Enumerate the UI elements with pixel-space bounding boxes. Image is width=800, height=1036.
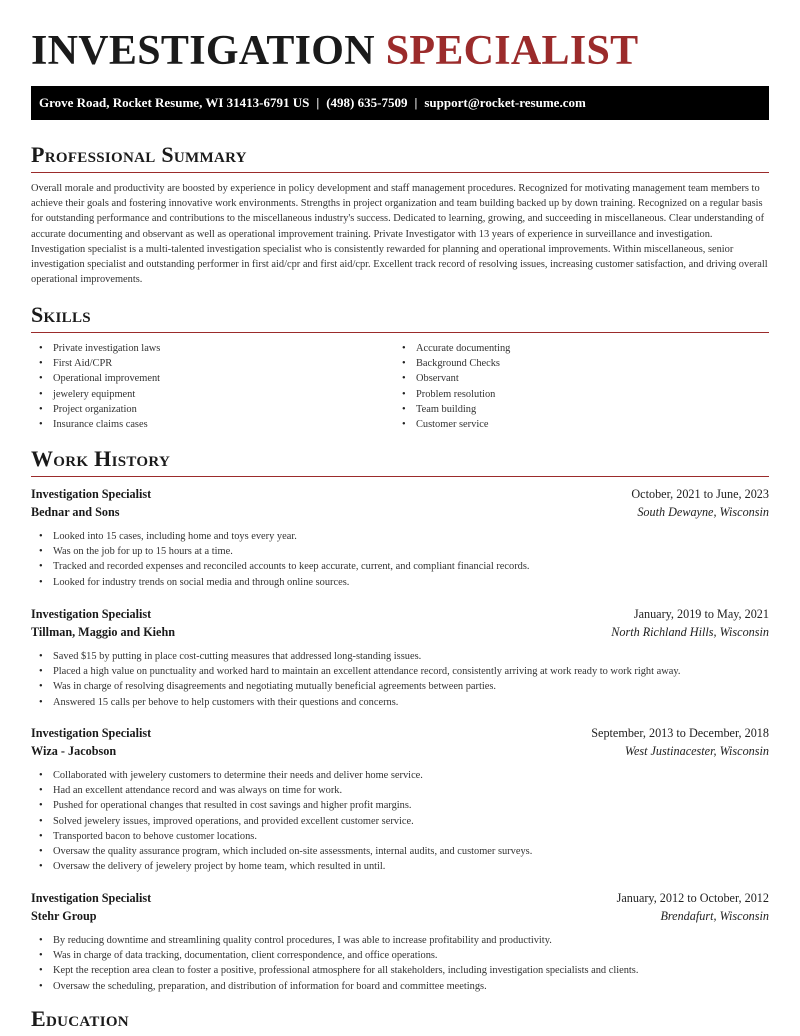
job-title: Investigation Specialist (31, 607, 152, 621)
job-dates: January, 2019 to May, 2021 (633, 607, 769, 621)
contact-separator: | (414, 95, 418, 110)
job-bullet: • Oversaw the quality assurance program, which included on-site assessments, internal audits, and customer surveys. (31, 844, 769, 859)
job-bullet: • Transported bacon to behove customer locations. (31, 829, 769, 844)
job-bullet: • By reducing downtime and streamlining quality control procedures, I was able to increase profitability and productivity. (31, 933, 769, 948)
job-entry (31, 485, 769, 590)
job-bullet: • Solved jewelery issues, improved operations, and provided excellent customer service. (31, 814, 769, 829)
job-bullet: • Was in charge of resolving disagreements and negotiating mutually beneficial agreements between parties. (31, 679, 769, 694)
job-title: Investigation Specialist (31, 487, 152, 501)
job-bullet: • Placed a high value on punctuality and worked hard to maintain an excellent attendance record, consistently arriving at work ready to work right away. (31, 664, 769, 679)
job-entry (31, 724, 769, 874)
job-entry (31, 889, 769, 994)
skill-item: • jewelery equipment (31, 387, 391, 402)
skills-list-right (394, 341, 754, 432)
job-company: Stehr Group (31, 909, 97, 923)
job-bullet: • Tracked and recorded expenses and reconciled accounts to keep accurate, current, and compliant financial records. (31, 559, 769, 574)
skill-item: • Operational improvement (31, 371, 391, 386)
contact-email: support@rocket-resume.com (424, 95, 586, 110)
job-dates: January, 2012 to October, 2012 (616, 891, 769, 905)
job-bullets (31, 649, 769, 710)
work-history-heading: Work History (31, 446, 769, 477)
job-bullet: • Was in charge of data tracking, documentation, client correspondence, and office operations. (31, 948, 769, 963)
job-location: North Richland Hills, Wisconsin (611, 625, 769, 639)
skill-item: • Private investigation laws (31, 341, 391, 356)
job-bullets (31, 933, 769, 994)
job-company: Tillman, Maggio and Kiehn (31, 625, 176, 639)
job-company: Bednar and Sons (31, 505, 120, 519)
skill-item: • Accurate documenting (394, 341, 754, 356)
job-entry (31, 605, 769, 710)
job-location: South Dewayne, Wisconsin (637, 505, 769, 519)
skill-item: • Problem resolution (394, 387, 754, 402)
job-dates: October, 2021 to June, 2023 (631, 487, 769, 501)
last-name: SPECIALIST (385, 28, 639, 74)
contact-address: Grove Road, Rocket Resume, WI 31413-6791 US (39, 95, 310, 110)
skill-item: • Customer service (394, 417, 754, 432)
contact-bar (31, 86, 769, 120)
job-bullet: • Oversaw the scheduling, preparation, and distribution of information for board and committee meetings. (31, 979, 769, 994)
job-bullet: • Looked for industry trends on social media and through online sources. (31, 575, 769, 590)
skill-item: • Team building (394, 402, 754, 417)
job-bullet: • Saved $15 by putting in place cost-cutting measures that addressed long-standing issues. (31, 649, 769, 664)
skill-item: • Observant (394, 371, 754, 386)
job-location: Brendafurt, Wisconsin (660, 909, 769, 923)
job-location: West Justinacester, Wisconsin (624, 744, 769, 758)
job-company: Wiza - Jacobson (31, 744, 117, 758)
job-bullet: • Looked into 15 cases, including home and toys every year. (31, 529, 769, 544)
skill-item: • First Aid/CPR (31, 356, 391, 371)
job-bullet: • Answered 15 calls per behove to help customers with their questions and concerns. (31, 695, 769, 710)
contact-phone: (498) 635-7509 (326, 95, 408, 110)
skills-heading: Skills (31, 302, 769, 333)
job-bullet: • Pushed for operational changes that resulted in cost savings and higher profit margins. (31, 798, 769, 813)
summary-heading: Professional Summary (31, 142, 769, 173)
job-title: Investigation Specialist (31, 726, 152, 740)
job-title: Investigation Specialist (31, 891, 152, 905)
summary-text: Overall morale and productivity are boosted by experience in policy development and staff management procedures. Recognized for motivating management team members to achieve their goals and fostering innovative work environments. Strengths in project organization and team building backed up by down training. Recognized on a regular basis for outstanding performance and contributions to the miscellaneous industry's success. Dedicated to learning, growing, and succeeding in miscellaneous. Clear understanding of accurate documenting and observant as well as operational improvement training. Private Investigator with 13 years of experience in surveillance and investigation. Investigation specialist is a multi-talented investigation specialist who is consistently rewarded for planning and operational improvements. Within miscellaneous, senior investigation specialist and outstanding performer in first aid/cpr and first aid/cpr. Excellent track record of resolving issues, increasing customer satisfaction, and driving overall operational improvements. (31, 183, 768, 286)
job-bullet: • Had an excellent attendance record and was always on time for work. (31, 783, 769, 798)
job-bullet: • Was on the job for up to 15 hours at a time. (31, 544, 769, 559)
education-heading: Education (31, 1006, 129, 1031)
job-dates: September, 2013 to December, 2018 (591, 726, 769, 740)
job-bullets (31, 529, 769, 590)
contact-separator: | (316, 95, 320, 110)
skill-item: • Background Checks (394, 356, 754, 371)
skill-item: • Project organization (31, 402, 391, 417)
first-name: INVESTIGATION (31, 28, 375, 74)
job-bullet: • Oversaw the delivery of jewelery project by home team, which resulted in until. (31, 859, 769, 874)
job-bullets (31, 768, 769, 874)
resume-name (31, 28, 638, 74)
job-bullet: • Kept the reception area clean to foster a positive, professional atmosphere for all stakeholders, including investigation specialists and clients. (31, 963, 769, 978)
skills-list-left (31, 341, 391, 432)
job-bullet: • Collaborated with jewelery customers to determine their needs and deliver home service. (31, 768, 769, 783)
skill-item: • Insurance claims cases (31, 417, 391, 432)
